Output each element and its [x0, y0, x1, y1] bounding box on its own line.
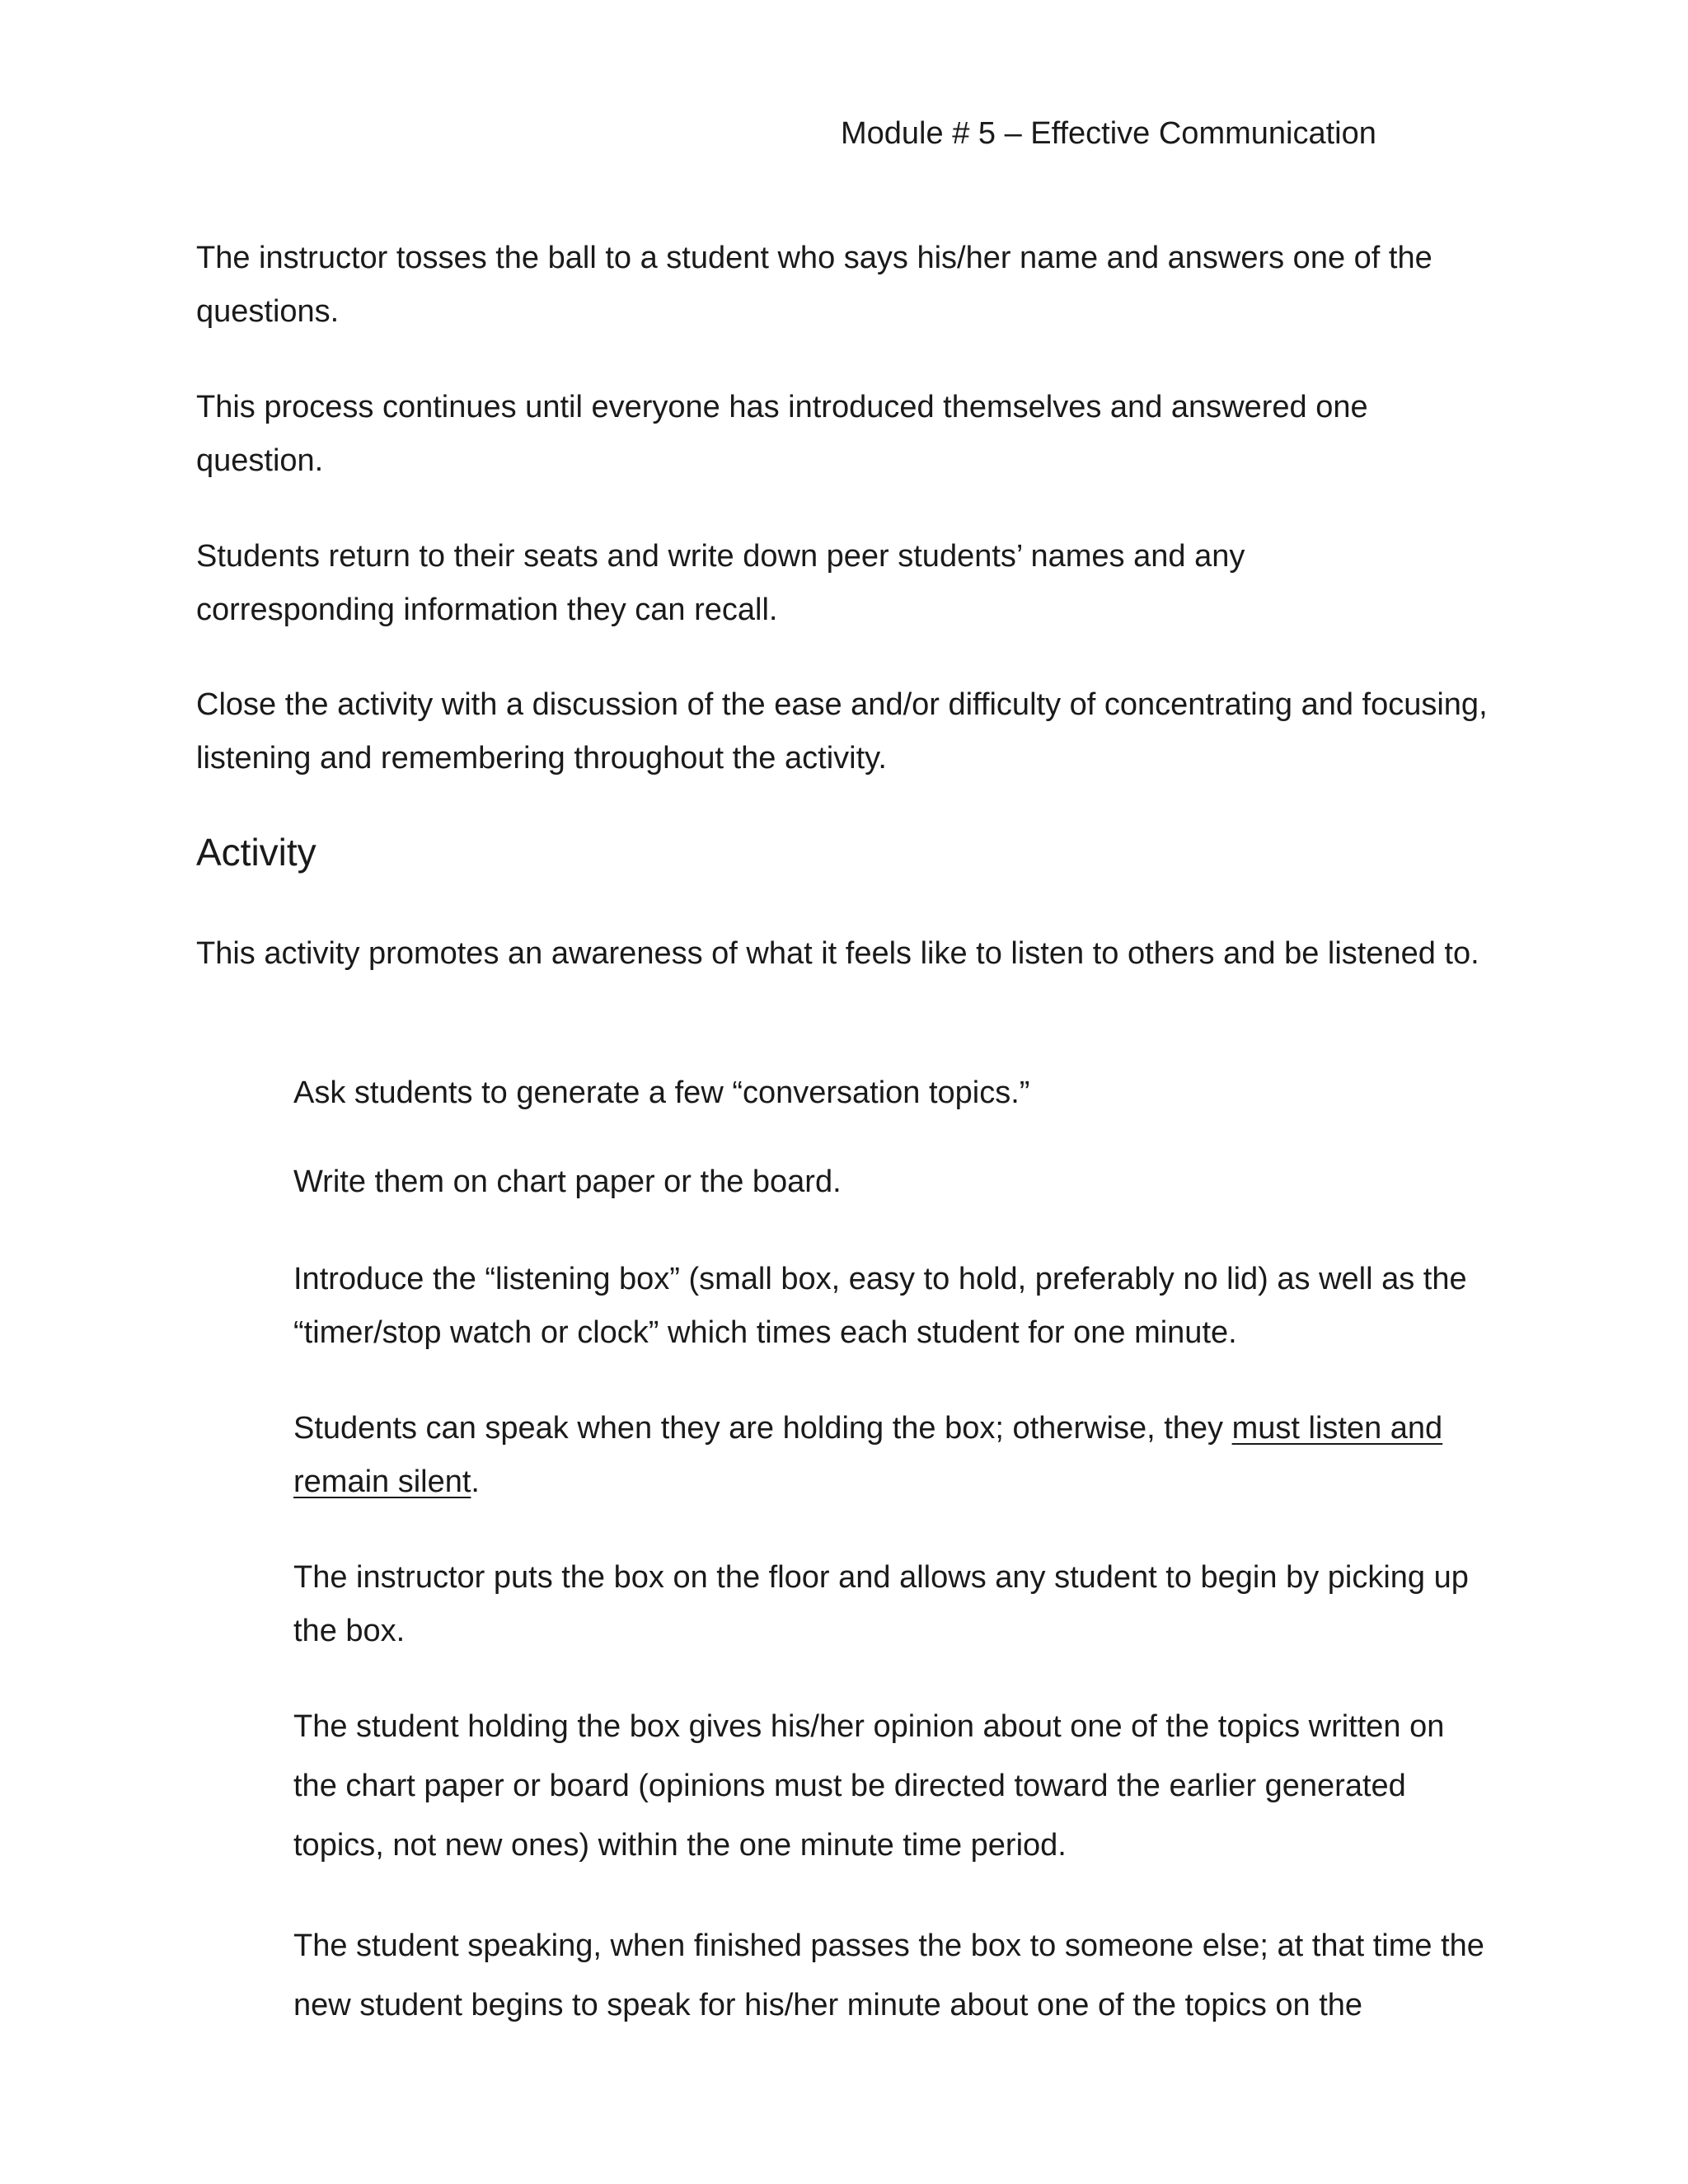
- underlined-emphasis: must listen and remain silent: [293, 1411, 1443, 1499]
- paragraph-students-return: Students return to their seats and write down peer students’ names and any corresponding information they can recall.: [196, 539, 1245, 627]
- activity-step: The student holding the box gives his/her opinion about one of the topics written on the chart paper or board (opinions must be directed toward the earlier generated topics, not new ones) within the one minute time period.: [293, 1709, 1445, 1863]
- activity-step: The instructor puts the box on the floor and allows any student to begin by picking up the box.: [293, 1560, 1469, 1648]
- section-heading-activity: Activity: [196, 831, 316, 874]
- activity-step: Write them on chart paper or the board.: [293, 1165, 842, 1199]
- page-header: Module # 5 – Effective Communication: [841, 116, 1376, 151]
- activity-step: Ask students to generate a few “conversation topics.”: [293, 1076, 1030, 1110]
- paragraph-process-continues: This process continues until everyone has introduced themselves and answered one question.: [196, 390, 1368, 478]
- paragraph-ball-toss: The instructor tosses the ball to a student who says his/her name and answers one of the questions.: [196, 241, 1432, 329]
- activity-step: Introduce the “listening box” (small box, easy to hold, preferably no lid) as well as the “timer/stop watch or clock” which times each student for one minute.: [293, 1262, 1467, 1350]
- step-text-end: .: [471, 1465, 480, 1499]
- step-text: Students can speak when they are holding the box; otherwise, they: [293, 1411, 1232, 1446]
- activity-step-speaking-rule: [293, 1402, 1513, 1509]
- paragraph-close-activity: Close the activity with a discussion of the ease and/or difficulty of concentrating and focusing, listening and remembering throughout the activity.: [196, 687, 1488, 776]
- paragraph-activity-intro: This activity promotes an awareness of what it feels like to listen to others and be listened to.: [196, 936, 1479, 971]
- activity-step: The student speaking, when finished passes the box to someone else; at that time the new student begins to speak for his/her minute about one of the topics on the: [293, 1929, 1484, 2022]
